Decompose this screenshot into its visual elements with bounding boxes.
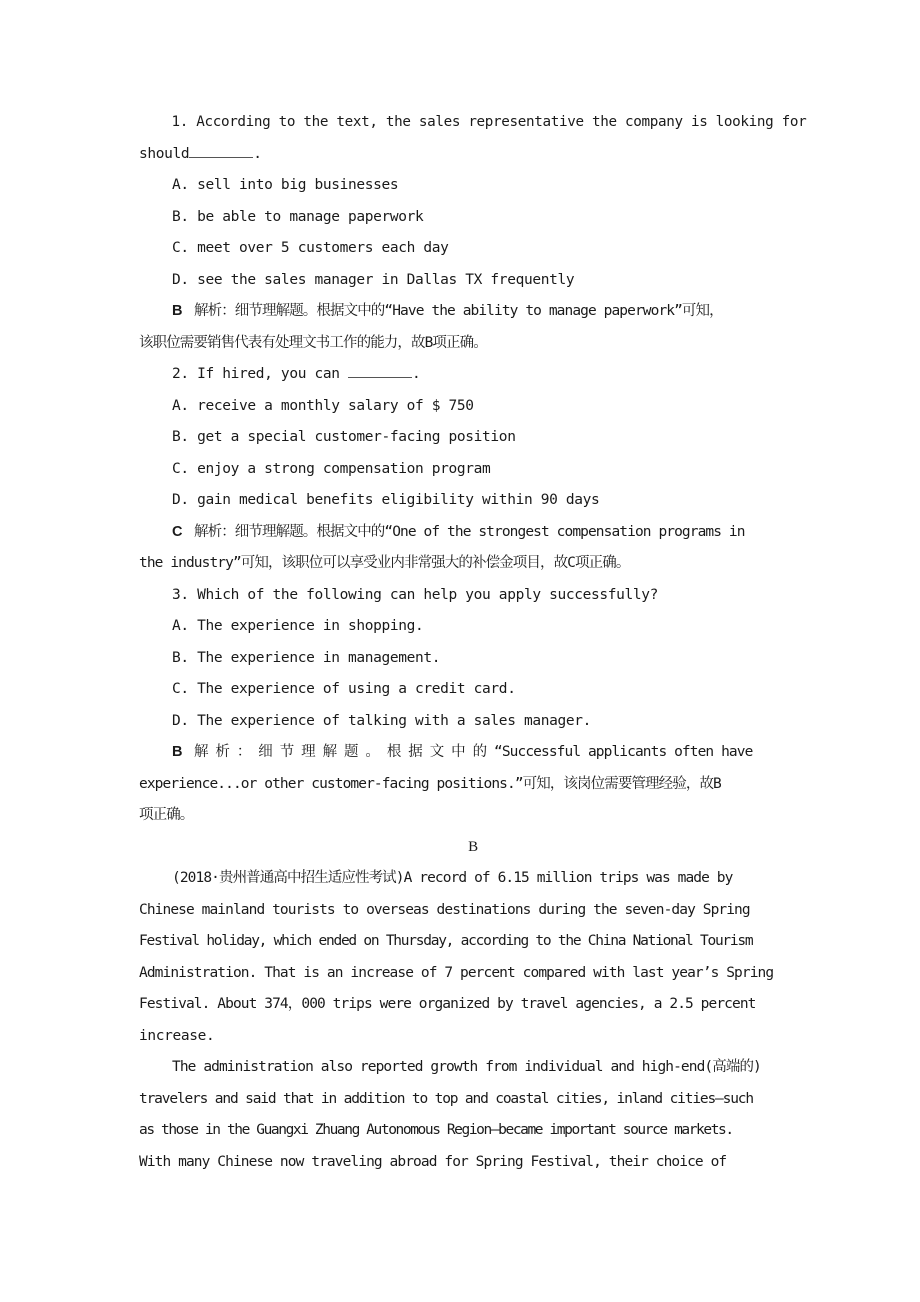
question-3-answer: B [172,744,182,760]
question-2-stem-prefix: 2. If hired, you can [172,366,348,382]
question-1-option-a: A. sell into big businesses [172,177,399,193]
question-1-option-d: D. see the sales manager in Dallas TX frequently [172,271,575,288]
passage-paragraph-1 [139,863,807,1052]
question-2-stem-suffix: . [411,366,421,382]
question-2-option-a: A. receive a monthly salary of $ 750 [172,397,474,414]
question-2-option-c: C. enjoy a strong compensation program [172,460,491,477]
passage-line: With many Chinese now traveling abroad for Spring Festival, their choice of [139,1153,727,1170]
question-2-analysis [139,517,807,549]
passage-line: Festival. About 374，000 trips were organized by travel agencies, a 2.5 percent [139,996,756,1012]
question-2-answer: C [172,523,182,540]
question-1-stem-cont [139,139,807,171]
question-1-analysis-text: 解析：细节理解题。根据文中的“Have the ability to manage paperwork”可知， [194,303,723,319]
section-heading: B [468,838,478,855]
question-3-analysis-cont-2: 项正确。 [139,807,194,823]
question-1-stem-suffix: . [253,145,262,162]
question-1-analysis [139,296,807,328]
answer-blank [348,363,412,378]
question-2-option-d: D. gain medical benefits eligibility within 90 days [172,492,600,508]
question-3-option-a: A. The experience in shopping. [172,618,424,634]
document-page [139,107,807,1178]
question-1-option-b: B. be able to manage paperwork [172,208,424,225]
question-3-option-d: D. The experience of talking with a sales manager. [172,712,591,729]
passage-paragraph-2 [139,1052,807,1178]
passage-line: Administration. That is an increase of 7 percent compared with last year’s Spring [139,964,774,981]
answer-blank [189,143,253,158]
question-3-analysis [139,737,807,769]
question-2-option-b: B. get a special customer-facing position [172,429,516,445]
question-3-stem: 3. Which of the following can help you apply successfully? [172,586,659,603]
question-2-analysis-text: 解析：细节理解题。根据文中的“One of the strongest compensation programs in [194,523,745,540]
passage-line: Festival holiday, which ended on Thursday, according to the China National Tourism [139,933,753,949]
question-3-analysis-text: 解 析 ： 细 节 理 解 题 。 根 据 文 中 的 “Successful applicants often have [194,744,753,760]
passage-line: travelers and said that in addition to top and coastal cities, inland cities—such [139,1090,753,1107]
question-1-option-c: C. meet over 5 customers each day [172,240,449,256]
question-2-analysis-cont: the industry”可知，该职位可以享受业内非常强大的补偿金项目，故C项正确。 [139,555,630,571]
question-1-analysis-cont: 该职位需要销售代表有处理文书工作的能力，故B项正确。 [139,334,487,351]
question-3-option-b: B. The experience in management. [172,649,441,666]
passage-line: as those in the Guangxi Zhuang Autonomous Region—became important source markets. [139,1122,733,1138]
passage-line: increase. [139,1027,215,1044]
question-3-option-c: C. The experience of using a credit card. [172,681,516,697]
question-1-stem-prefix: should [139,145,190,162]
passage-line: The administration also reported growth from individual and high-end(高端的) [172,1059,761,1075]
question-1-answer: B [172,303,182,319]
question-1-stem: 1. According to the text, the sales representative the company is looking for [171,114,807,130]
question-2-stem [139,359,807,391]
passage-line: Chinese mainland tourists to overseas destinations during the seven-day Spring [139,901,750,918]
passage-line: (2018·贵州普通高中招生适应性考试)A record of 6.15 million trips was made by [172,870,733,886]
question-3-analysis-cont: experience...or other customer-facing positions.”可知，该岗位需要管理经验，故B [139,775,721,792]
